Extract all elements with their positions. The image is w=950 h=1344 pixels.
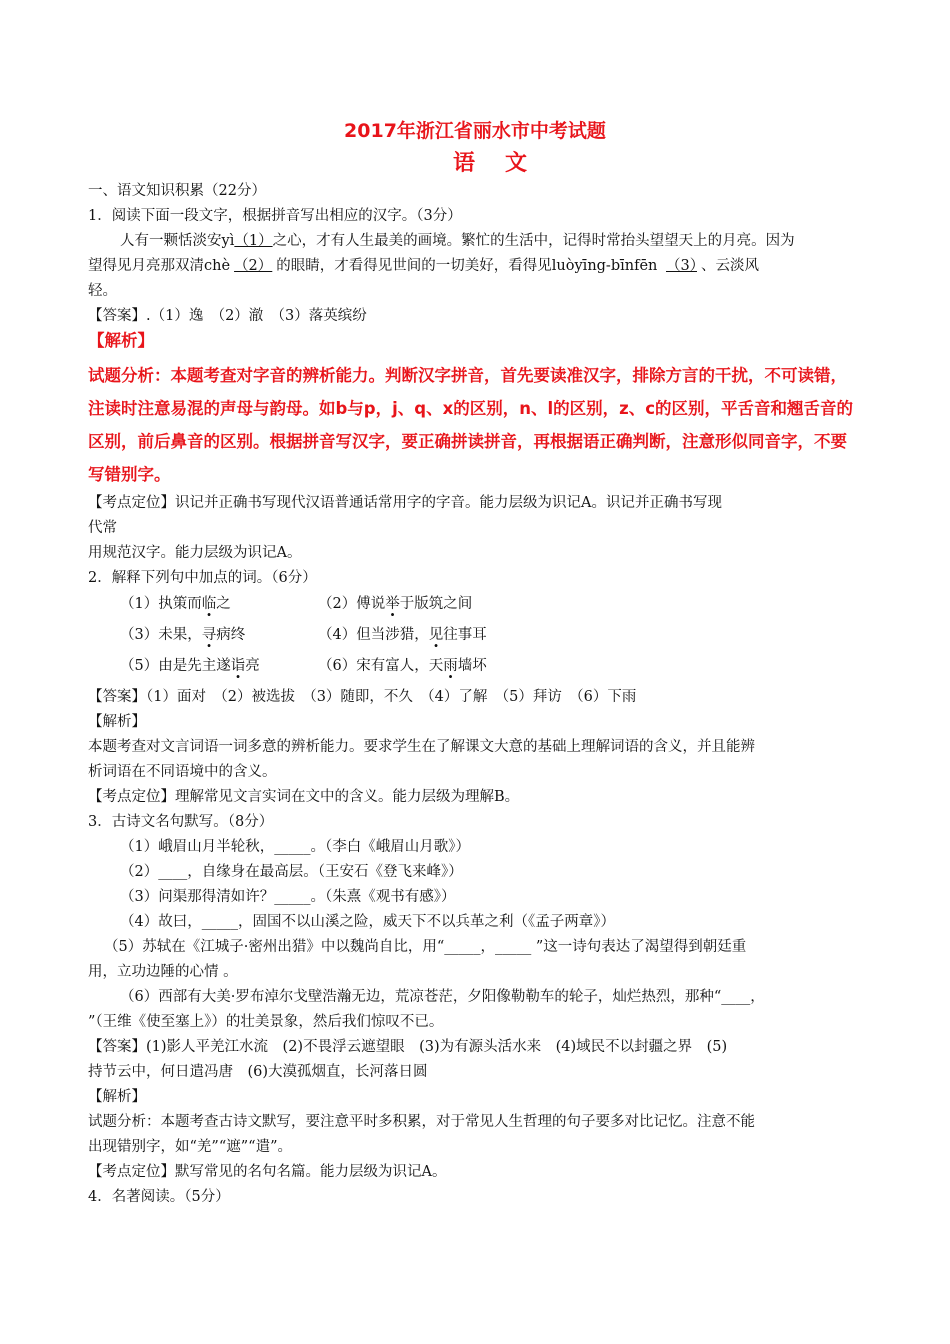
section-heading: 一、语文知识积累（22分）: [88, 183, 266, 199]
q1-passage-line3: 轻。: [88, 283, 117, 299]
q2-item-text: 亮: [245, 658, 260, 674]
q1-blank-3: （3）: [666, 258, 697, 274]
answer-text: .（1）逸 （2）澈 （3）落英缤纷: [146, 308, 367, 324]
q2-item-text: 之: [216, 596, 231, 612]
q1-stem: 1．阅读下面一段文字，根据拼音写出相应的汉字。（3分）: [88, 208, 462, 224]
q2-item-text: （5）由是先主遂: [120, 658, 231, 674]
q1-passage-line1: [120, 231, 795, 251]
q3-answer-cont: 持节云中，何日遣冯唐 (6)大漠孤烟直，长河落日圆: [88, 1064, 428, 1080]
kaodian-text: 理解常见文言实词在文中的含义。能力层级为理解B。: [175, 789, 520, 805]
q1-text: 、云淡风: [700, 258, 759, 274]
kaodian-label: 【考点定位】: [88, 1164, 175, 1180]
q3-analysis-label: 【解析】: [88, 1089, 146, 1105]
answer-label: 【答案】: [88, 308, 146, 324]
kaodian-label: 【考点定位】: [88, 789, 175, 805]
q1-analysis-label: 【解析】: [88, 331, 154, 350]
answer-text: (1)影人平羌江水流 (2)不畏浮云遮望眼 (3)为有源头活水来 (4)域民不以封疆之界 (5): [146, 1039, 728, 1055]
q1-text: 望得见月亮那双清chè: [88, 258, 231, 274]
kaodian-text: 识记并正确书写现代汉语普通话常用字的字音。能力层级为识记A。识记并正确书写现: [175, 495, 722, 511]
dotted-word: 举: [385, 596, 400, 612]
q4-stem: 4．名著阅读。（5分）: [88, 1189, 230, 1205]
exam-subject: 语文: [452, 151, 557, 176]
q2-item-text: （3）未果，: [120, 627, 202, 643]
q2-item: [120, 625, 245, 645]
answer-label: 【答案】: [88, 689, 146, 705]
q3-line: （4）故曰，_____，固国不以山溪之险，威天下不以兵革之利（《孟子两章》）: [120, 914, 615, 930]
q3-line: （2）____，自缘身在最高层。（王安石《登飞来峰》）: [120, 864, 463, 880]
q1-kaodian-cont: 代常: [88, 520, 117, 536]
q2-item-text: 病终: [216, 627, 246, 643]
q2-item: [318, 625, 487, 645]
kaodian-label: 【考点定位】: [88, 495, 175, 511]
dotted-word: 寻: [201, 627, 217, 643]
q2-analysis-label: 【解析】: [88, 714, 146, 730]
q3-line: 用，立功边陲的心情 。: [88, 964, 238, 980]
q2-item-text: 往事耳: [443, 627, 487, 643]
q3-kaodian: [88, 1162, 446, 1182]
q3-analysis-line: 出现错别字，如“羌”“遮”“遣”。: [88, 1139, 292, 1155]
q2-item: [318, 656, 487, 676]
q2-item: [120, 656, 260, 676]
q1-text: 之心，才有人生最美的画境。繁忙的生活中，记得时常抬头望望天上的月亮。因为: [272, 233, 795, 249]
q3-line: （6）西部有大美·罗布淖尔戈壁浩瀚无边，荒凉苍茫，夕阳像勒勒车的轮子，灿烂热烈，那种“____，: [120, 989, 765, 1005]
q2-answer: [88, 687, 636, 707]
q2-item-text: （1）执策而: [120, 596, 202, 612]
exam-title: 2017年浙江省丽水市中考试题: [344, 120, 606, 142]
q1-kaodian-cont: 用规范汉字。能力层级为识记A。: [88, 545, 302, 561]
q2-item-text: 墙坏: [457, 658, 487, 674]
q1-analysis-line: 区别，前后鼻音的区别。根据拼音写汉字，要正确拼读拼音，再根据语正确判断，注意形似同音字，不要: [88, 432, 847, 451]
q2-item-text: （6）宋有富人，天: [318, 658, 444, 674]
q3-analysis-line: 试题分析：本题考查古诗文默写，要注意平时多积累，对于常见人生哲理的句子要多对比记忆。注意不能: [88, 1114, 755, 1130]
q2-item-text: （2）傅说: [318, 596, 386, 612]
q1-analysis-line: 写错别字。: [88, 465, 171, 484]
q2-item-text: 于版筑之间: [399, 596, 473, 612]
q2-item: [318, 594, 472, 614]
dotted-word: 雨: [443, 658, 458, 674]
q1-passage-line2: [88, 256, 759, 276]
q2-item: [120, 594, 231, 614]
q3-line: （1）峨眉山月半轮秋，_____。（李白《峨眉山月歌》）: [120, 839, 470, 855]
q3-answer: [88, 1037, 727, 1057]
q1-analysis-line: 试题分析：本题考查对字音的辨析能力。判断汉字拼音，首先要读准汉字，排除方言的干扰，不可读错，: [88, 366, 847, 385]
q2-stem: 2．解释下列句中加点的词。（6分）: [88, 570, 317, 586]
q1-text: 的眼睛，才看得见世间的一切美好，看得见luòyīng-bīnfēn: [276, 258, 658, 274]
q2-analysis-line: 本题考查对文言词语一词多意的辨析能力。要求学生在了解课文大意的基础上理解词语的含义，并且能辨: [88, 739, 755, 755]
q1-answer: [88, 306, 367, 326]
q2-item-text: （4）但当涉猎，: [318, 627, 429, 643]
q1-analysis-line: 注读时注意易混的声母与韵母。如b与p，j、q、x的区别，n、l的区别，z、c的区别，平舌音和翘舌音的: [88, 399, 854, 418]
q3-line: （3）问渠那得清如许？_____。（朱熹《观书有感》）: [120, 889, 456, 905]
q1-text: 人有一颗恬淡安yì: [120, 233, 235, 249]
q2-kaodian: [88, 787, 519, 807]
dotted-word: 见: [428, 627, 444, 643]
q3-stem: 3．古诗文名句默写。（8分）: [88, 814, 274, 830]
q1-blank-2: （2）: [234, 258, 273, 274]
q1-kaodian: [88, 493, 722, 513]
q3-line: （5）苏轼在《江城子·密州出猎》中以魏尚自比，用“_____，_____ ”这一诗句表达了渴望得到朝廷重: [104, 939, 747, 955]
q1-blank-1: （1）: [234, 233, 273, 249]
dotted-word: 临: [201, 596, 217, 612]
answer-text: （1）面对 （2）被选拔 （3）随即，不久 （4）了解 （5）拜访 （6）下雨: [146, 689, 637, 705]
dotted-word: 诣: [230, 658, 246, 674]
q3-line: ”（王维《使至塞上》）的壮美景象，然后我们惊叹不已。: [88, 1014, 444, 1030]
kaodian-text: 默写常见的名句名篇。能力层级为识记A。: [175, 1164, 447, 1180]
answer-label: 【答案】: [88, 1039, 146, 1055]
q2-analysis-line: 析词语在不同语境中的含义。: [88, 764, 277, 780]
